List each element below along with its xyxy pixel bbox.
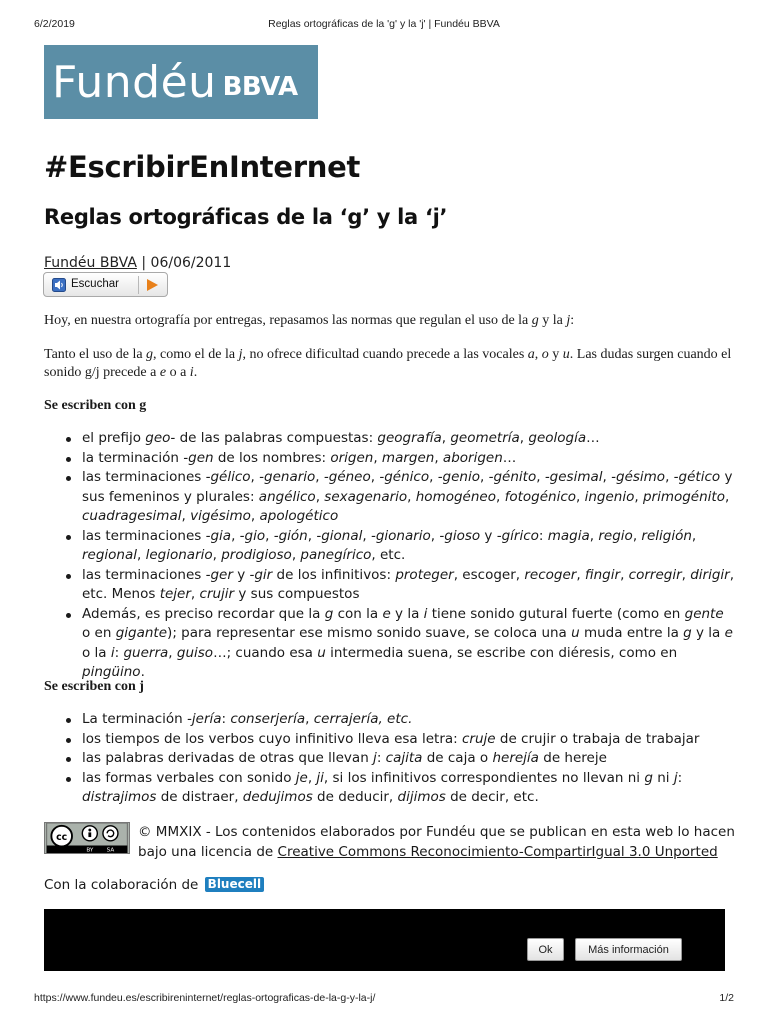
print-header <box>34 16 734 32</box>
list-item: las terminaciones -ger y -gir de los infinitivos: proteger, escoger, recoger, fingir, corregir, dirigir, etc. Menos tejer, crujir y sus compuestos <box>44 566 734 605</box>
license-prefix: © MMXIX - Los contenidos elaborados por Fundéu que se publican en esta web lo hacen bajo una licencia de <box>138 824 735 860</box>
print-date: 6/2/2019 <box>34 18 75 30</box>
list-item: las formas verbales con sonido je, ji, si los infinitivos correspondientes no llevan ni g ni j: distrajimos de distraer, dedujimos de deducir, dijimos de decir, etc. <box>44 769 734 808</box>
cookie-ok-button[interactable]: Ok <box>527 938 564 961</box>
bluecell-logo[interactable]: Bluecell <box>205 877 264 892</box>
byline <box>44 255 231 271</box>
license-link[interactable]: Creative Commons Reconocimiento-CompartirIgual 3.0 Unported <box>277 843 718 860</box>
cc-by-sa-icon[interactable] <box>44 822 130 854</box>
list-item: la terminación -gen de los nombres: origen, margen, aborigen… <box>44 449 734 469</box>
cookie-more-info-button[interactable]: Más información <box>575 938 682 961</box>
license-text <box>138 823 738 862</box>
print-url: https://www.fundeu.es/escribireninternet/reglas-ortograficas-de-la-g-y-la-j/ <box>34 992 376 1004</box>
intro-paragraph: Hoy, en nuestra ortografía por entregas, repasamos las normas que regulan el uso de la g y la j: <box>44 313 575 328</box>
rules-list-j <box>44 710 734 808</box>
fundeu-logo[interactable] <box>44 45 318 119</box>
list-item: las terminaciones -gélico, -genario, -géneo, -génico, -genio, -génito, -gesimal, -gésimo, -gético y sus femeninos y plurales: angélico, sexagenario, homogéneo, fotogénico, ingenio, primogénito, cuadragesimal, vigésimo, apologético <box>44 468 734 527</box>
cookie-bar <box>44 909 725 971</box>
article-date: 06/06/2011 <box>150 255 232 271</box>
license-block <box>44 822 734 864</box>
print-footer <box>34 992 734 1006</box>
svg-text:SA: SA <box>106 847 115 854</box>
collaboration <box>44 877 264 893</box>
list-item: el prefijo geo- de las palabras compuestas: geografía, geometría, geología… <box>44 429 734 449</box>
collab-label: Con la colaboración de <box>44 877 199 893</box>
print-title: Reglas ortográficas de la 'g' y la 'j' | Fundéu BBVA <box>268 18 500 30</box>
intro-paragraph-2: Tanto el uso de la g, como el de la j, no ofrece dificultad cuando precede a las vocales a, o y u. Las dudas surgen cuando el sonido g/j precede a e o a i. <box>44 347 732 380</box>
listen-divider <box>138 276 139 294</box>
list-item: La terminación -jería: conserjería, cerrajería, etc. <box>44 710 734 730</box>
list-item: los tiempos de los verbos cuyo infinitivo lleva esa letra: cruje de crujir o trabaja de trabajar <box>44 730 734 750</box>
svg-text:cc: cc <box>56 831 68 843</box>
speaker-icon <box>52 278 66 292</box>
listen-button[interactable] <box>43 272 168 297</box>
byline-separator: | <box>141 255 147 271</box>
play-icon[interactable] <box>145 278 159 292</box>
page-number: 1/2 <box>719 992 734 1004</box>
article-title: Reglas ortográficas de la ‘g’ y la ‘j’ <box>44 205 448 229</box>
logo-brand: BBVA <box>222 72 298 102</box>
list-item: las palabras derivadas de otras que llevan j: cajita de caja o herejía de hereje <box>44 749 734 769</box>
heading-g: Se escriben con g <box>44 398 147 413</box>
section-hashtag[interactable]: #EscribirEnInternet <box>44 150 361 184</box>
list-item: las terminaciones -gia, -gio, -gión, -gional, -gionario, -gioso y -gírico: magia, regio, religión, regional, legionario, prodigioso, panegírico, etc. <box>44 527 734 566</box>
rules-list-g <box>44 429 734 683</box>
heading-j: Se escriben con j <box>44 679 144 694</box>
svg-text:BY: BY <box>86 847 94 854</box>
author-link[interactable]: Fundéu BBVA <box>44 255 137 271</box>
listen-label: Escuchar <box>71 278 119 290</box>
list-item: Además, es preciso recordar que la g con la e y la i tiene sonido gutural fuerte (como en gente o en gigante); para representar ese mismo sonido suave, se coloca una u muda entre la g y la e o la i: guerra, guiso…; cuando esa u intermedia suena, se escribe con diéresis, como en pingüino. <box>44 605 734 683</box>
logo-text: Fundéu <box>52 56 217 108</box>
